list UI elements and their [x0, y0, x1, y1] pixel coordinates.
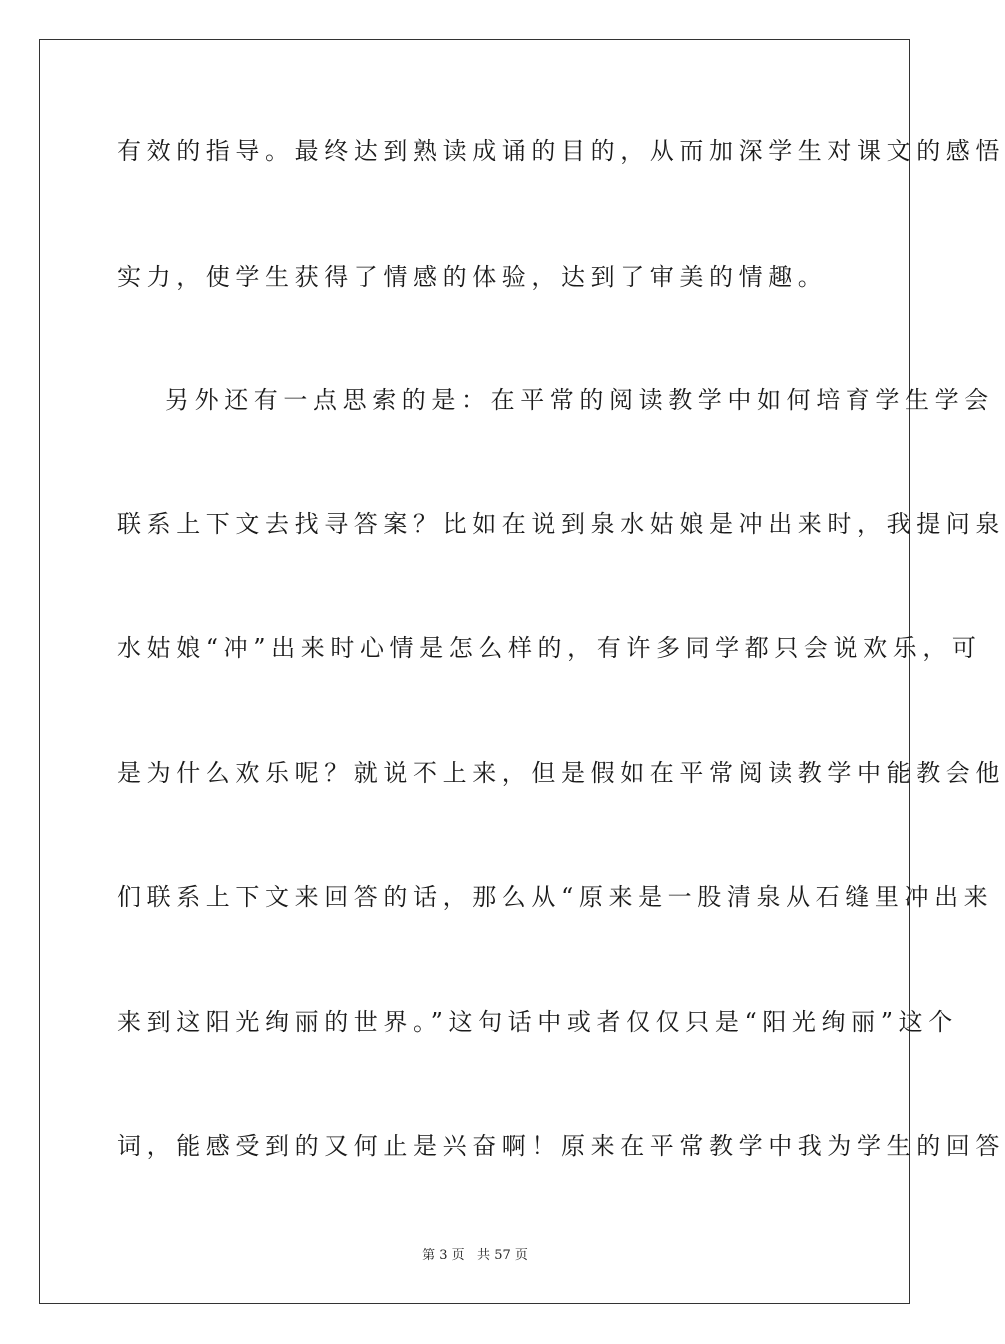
page-number-footer: 第 3 页 共 57 页 — [422, 1248, 528, 1263]
body-text-line-1: 有效的指导。最终达到熟读成诵的目的，从而加深学生对课文的感悟 — [117, 137, 1005, 165]
body-text-line-9: 词，能感受到的又何止是兴奋啊！原来在平常教学中我为学生的回答 — [117, 1132, 1005, 1160]
body-text-line-7: 们联系上下文来回答的话，那么从“原来是一股清泉从石缝里冲出来 — [117, 883, 994, 911]
body-text-line-5: 水姑娘“冲”出来时心情是怎么样的，有许多同学都只会说欢乐，可 — [117, 634, 982, 662]
paragraph-first-line: 另外还有一点思索的是：在平常的阅读教学中如何培育学生学会 — [165, 386, 994, 414]
body-text-line-6: 是为什么欢乐呢？就说不上来，但是假如在平常阅读教学中能教会他 — [117, 759, 1005, 787]
body-text-line-8: 来到这阳光绚丽的世界。”这句话中或者仅仅只是“阳光绚丽”这个 — [117, 1008, 958, 1036]
body-text-line-2: 实力，使学生获得了情感的体验，达到了审美的情趣。 — [117, 263, 828, 291]
page-border — [39, 39, 1005, 1304]
body-text-line-4: 联系上下文去找寻答案？比如在说到泉水姑娘是冲出来时，我提问泉 — [117, 510, 1005, 538]
